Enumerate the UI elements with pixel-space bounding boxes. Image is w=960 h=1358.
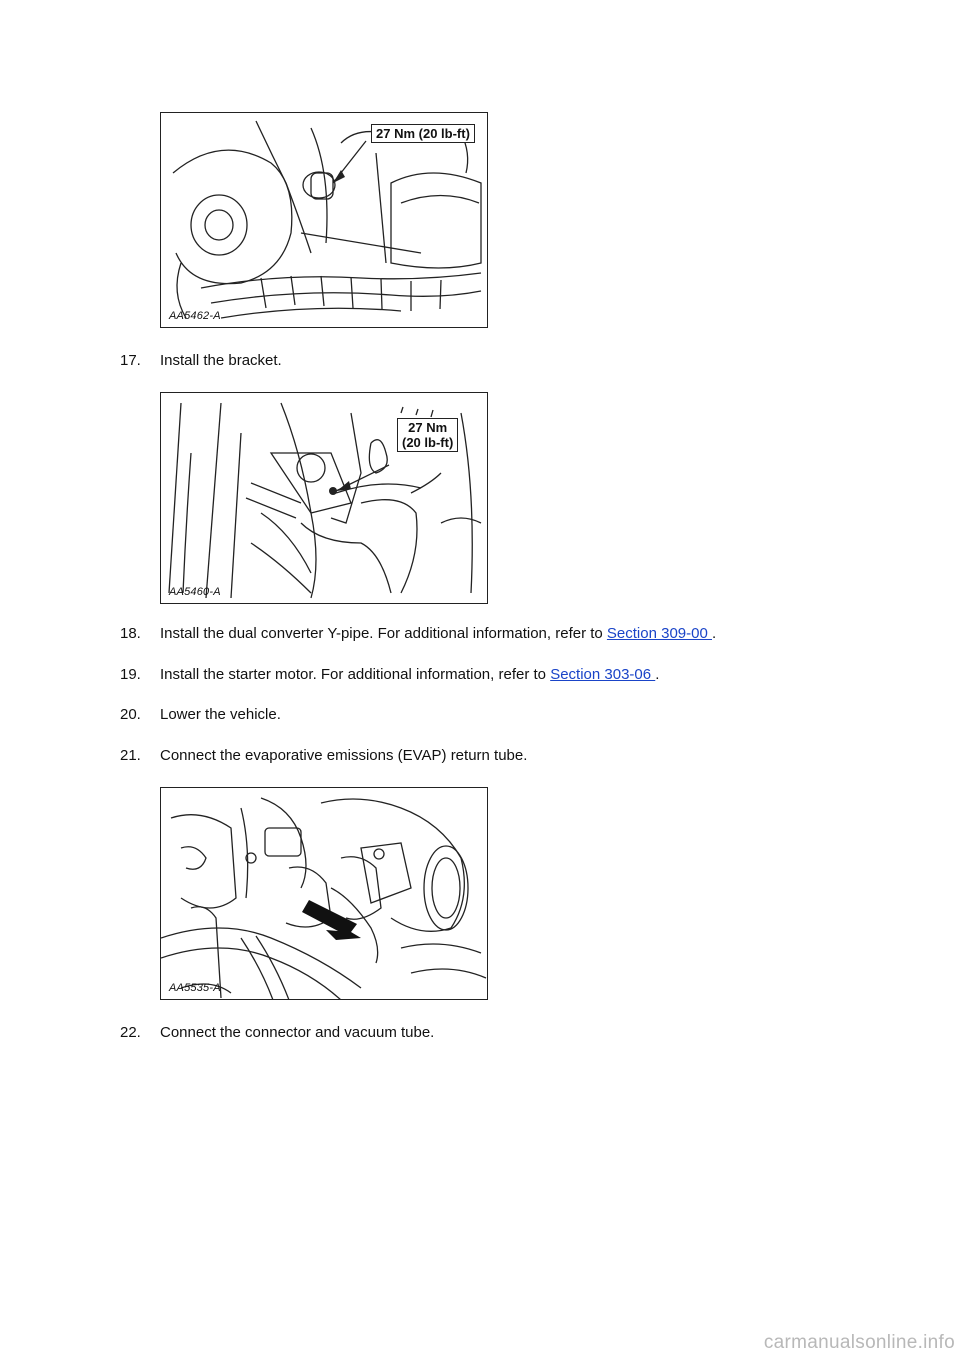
step-number: 20.	[120, 706, 141, 723]
figure-aa5462	[160, 112, 488, 328]
figure-code: AA5460-A	[169, 586, 221, 598]
figure-aa5460	[160, 392, 488, 604]
torque-callout	[397, 418, 458, 452]
step-number: 21.	[120, 747, 141, 764]
figure-aa5535	[160, 787, 488, 1000]
illustration-evap-tube	[161, 788, 488, 1000]
step-text: Lower the vehicle.	[160, 706, 281, 723]
step-text: Connect the connector and vacuum tube.	[160, 1024, 435, 1041]
figure-code: AA5535-A	[169, 982, 221, 994]
section-link-309-00[interactable]: Section 309-00	[606, 625, 712, 642]
step-text: Install the dual converter Y-pipe. For additional information, refer to Section 309-00 .	[160, 625, 717, 642]
step-text: Install the starter motor. For additional information, refer to Section 303-06 .	[160, 666, 660, 683]
step-number: 17.	[120, 352, 141, 369]
watermark: carmanualsonline.info	[763, 1332, 955, 1353]
torque-value: 27 Nm	[408, 420, 448, 435]
step-number: 22.	[120, 1024, 141, 1041]
torque-callout: 27 Nm (20 lb-ft)	[371, 124, 475, 143]
figure-code: AA5462-A	[169, 310, 221, 322]
illustration-bracket-bolt	[161, 113, 488, 328]
step-text: Install the bracket.	[160, 352, 282, 369]
step-number: 19.	[120, 666, 141, 683]
step-number: 18.	[120, 625, 141, 642]
torque-value-imperial: (20 lb-ft)	[402, 435, 454, 450]
step-text: Connect the evaporative emissions (EVAP) return tube.	[160, 747, 528, 764]
section-link-303-06[interactable]: Section 303-06	[550, 666, 656, 683]
